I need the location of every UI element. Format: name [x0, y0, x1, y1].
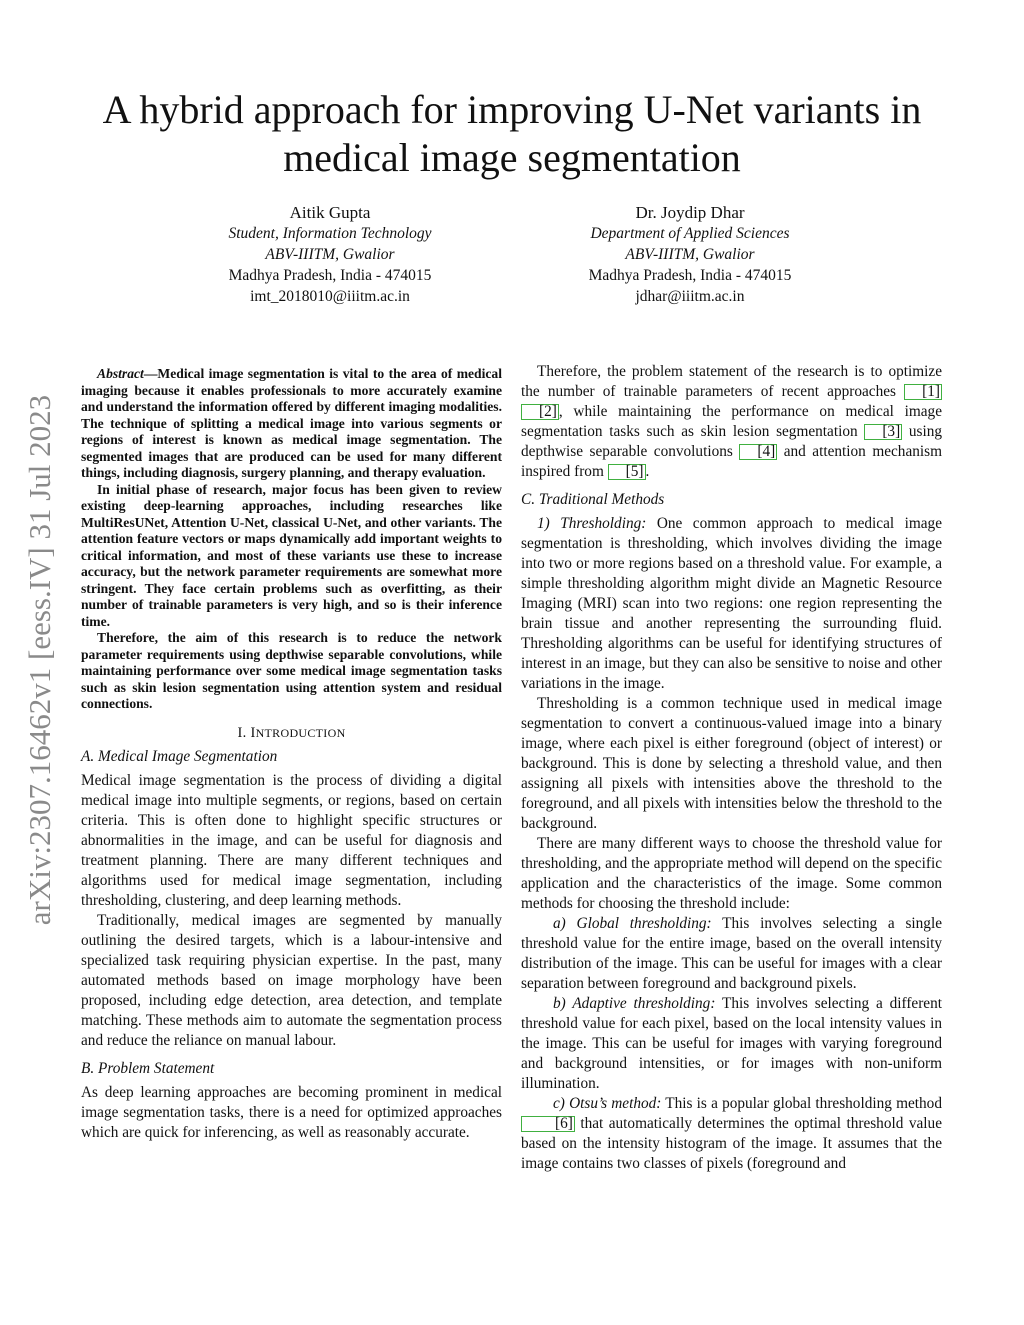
paragraph-heading: a) Global thresholding: — [553, 915, 712, 932]
section-title-first: I — [250, 724, 256, 741]
paragraph-otsu-method — [521, 1094, 942, 1174]
abstract-paragraph-2: In initial phase of research, major focus has been given to review existing deep-learning approaches, including researches like MultiResUNet, Attention U-Net, classical U-Net, and other variants. The attention feature vectors or maps dynamically add important weights to critical information, and most of these variants use these to increase accuracy, but the network parameter requirements are somewhat more stringent. They face certain problems such as overfitting, as their number of trainable parameters is very high, and so is their inference time. — [81, 481, 502, 629]
subsection-heading-b: B. Problem Statement — [81, 1059, 215, 1077]
citation-link-1[interactable]: [1] — [904, 384, 942, 400]
citation-link-2[interactable]: [2] — [521, 404, 559, 420]
paragraph-thresholding — [521, 514, 942, 694]
citation-link-5[interactable]: [5] — [608, 464, 646, 480]
title — [60, 86, 964, 182]
title-line-1: A hybrid approach for improving U-Net variants in — [102, 87, 922, 132]
section-number: I. — [237, 724, 251, 741]
author-email: imt_2018010@iiitm.ac.in — [250, 288, 410, 305]
subsection-heading-a: A. Medical Image Segmentation — [81, 747, 278, 765]
paragraph-a2: Traditionally, medical images are segmented by manually outlining the desired targets, which is a labour-intensive and specialized task requiring physician expertise. In the past, many automated methods based on image morphology have been proposed, including edge detection, area detection, and template matching. These methods aim to automate the segmentation process and reduce the reliance on manual labour. — [81, 911, 502, 1049]
author-block-1 — [170, 202, 490, 307]
text-span: , while maintaining the performance on medical image segmentation tasks such as skin lesion segmentation — [521, 403, 942, 440]
section-heading-introduction — [81, 723, 502, 743]
text-span: and attention mechanism inspired from — [521, 443, 942, 480]
abstract-paragraph-3: Therefore, the aim of this research is to reduce the network parameter requirements using depthwise separable convolutions, while maintaining performance over some medical image segmentation tasks such as skin lesion segmentation using attention system and residual connections. — [81, 630, 502, 711]
arxiv-watermark: arXiv:2307.16462v1 [eess.IV] 31 Jul 2023 — [22, 394, 57, 926]
paragraph-global-thresholding — [521, 914, 942, 994]
author-name: Aitik Gupta — [289, 203, 371, 222]
paragraph-b1: As deep learning approaches are becoming prominent in medical image segmentation tasks, there is a need for optimized approaches which are quick for inferencing, as well as reasonably accurate. — [81, 1083, 502, 1141]
author-institution: ABV-IIITM, Gwalior — [265, 246, 395, 263]
text-span: This involves selecting a different threshold value for each pixel, based on the local intensity values in the image. This can be useful for images with varying foreground and background intensities, or for images with non-uniform illumination. — [521, 995, 942, 1092]
paragraph-thresholding-2: Thresholding is a common technique used in medical image segmentation to convert a continuous-valued image into a binary image, where each pixel is either foreground (object of interest) or background. This is done by selecting a threshold value, and then assigning all pixels with intensities above the threshold to the foreground, and all pixels with intensities below the threshold to the background. — [521, 695, 942, 832]
right-column — [521, 362, 942, 1174]
paragraph-heading: b) Adaptive thresholding: — [553, 995, 716, 1012]
citation-link-6[interactable]: [6] — [521, 1116, 575, 1132]
text-span: . — [645, 463, 650, 480]
text-span: One common approach to medical image segmentation is thresholding, which involves dividing the image into two or more regions based on a threshold value. For example, a simple thresholding algorithm might divide an Magnetic Resource Imaging (MRI) scan into two regions: one region representing the brain tissue and another representing the surrounding fluid. Thresholding algorithms can be useful for identifying structures of interest in an image, but they can also be sensitive to noise and other variations in the image. — [521, 515, 942, 692]
author-name: Dr. Joydip Dhar — [635, 203, 745, 222]
text-span: This involves selecting a single threshold value for the entire image, based on the overall intensity distribution of the image. This can be useful for images with a clear separation between foreground and background pixels. — [521, 915, 942, 992]
citation-link-4[interactable]: [4] — [739, 444, 777, 460]
title-line-2: medical image segmentation — [283, 135, 741, 180]
author-email: jdhar@iiitm.ac.in — [635, 288, 745, 305]
text-span: Therefore, the problem statement of the research is to optimize the number of trainable parameters of recent approaches — [521, 363, 942, 400]
citation-link-3[interactable]: [3] — [864, 424, 902, 440]
text-span: using depthwise separable convolutions — [521, 423, 943, 460]
author-location: Madhya Pradesh, India - 474015 — [588, 267, 792, 284]
abstract-text-1: —Medical image segmentation is vital to the area of medical imaging because it enables professionals to more accurately examine and understand the information offered by different imaging modalities. The technique of splitting a medical image into various segments or regions of interest is known as medical image segmentation. The segmented images that are produced can be used for many different things, including diagnosis, surgery planning, and therapy evaluation. — [81, 366, 502, 480]
paragraph-a1: Medical image segmentation is the process of dividing a digital medical image into multiple segments, or regions, based on certain criteria. This is often done to highlight specific structures or abnormalities in the image, and can be useful for diagnosis and treatment planning. There are many different techniques and algorithms used for medical image segmentation, including thresholding, clustering, and deep learning methods. — [81, 771, 502, 909]
author-institution: ABV-IIITM, Gwalior — [625, 246, 755, 263]
subsection-heading-c: C. Traditional Methods — [521, 491, 665, 508]
paragraph-heading: c) Otsu’s method: — [553, 1095, 662, 1112]
text-span: This is a popular global thresholding method — [661, 1095, 942, 1112]
abstract-label: Abstract — [97, 366, 144, 381]
author-role: Student, Information Technology — [228, 225, 432, 242]
abstract-paragraph-1 — [81, 366, 502, 482]
paragraph-thresholding-3: There are many different ways to choose the threshold value for thresholding, and the appropriate method will depend on the specific application and the characteristics of the image. Some common methods for choosing the threshold include: — [521, 835, 942, 912]
paragraph-heading: 1) Thresholding: — [537, 515, 647, 532]
paragraph-problem-statement — [521, 362, 942, 482]
author-location: Madhya Pradesh, India - 474015 — [228, 267, 432, 284]
section-title-rest: NTRODUCTION — [255, 725, 346, 740]
author-role: Department of Applied Sciences — [590, 225, 790, 242]
text-span: that automatically determines the optimal threshold value based on the intensity histogram of the image. It assumes that the image contains two classes of pixels (foreground and — [521, 1115, 942, 1172]
paragraph-adaptive-thresholding — [521, 994, 942, 1094]
left-column — [81, 366, 502, 1143]
author-block-2 — [540, 202, 840, 307]
abstract — [81, 366, 502, 713]
